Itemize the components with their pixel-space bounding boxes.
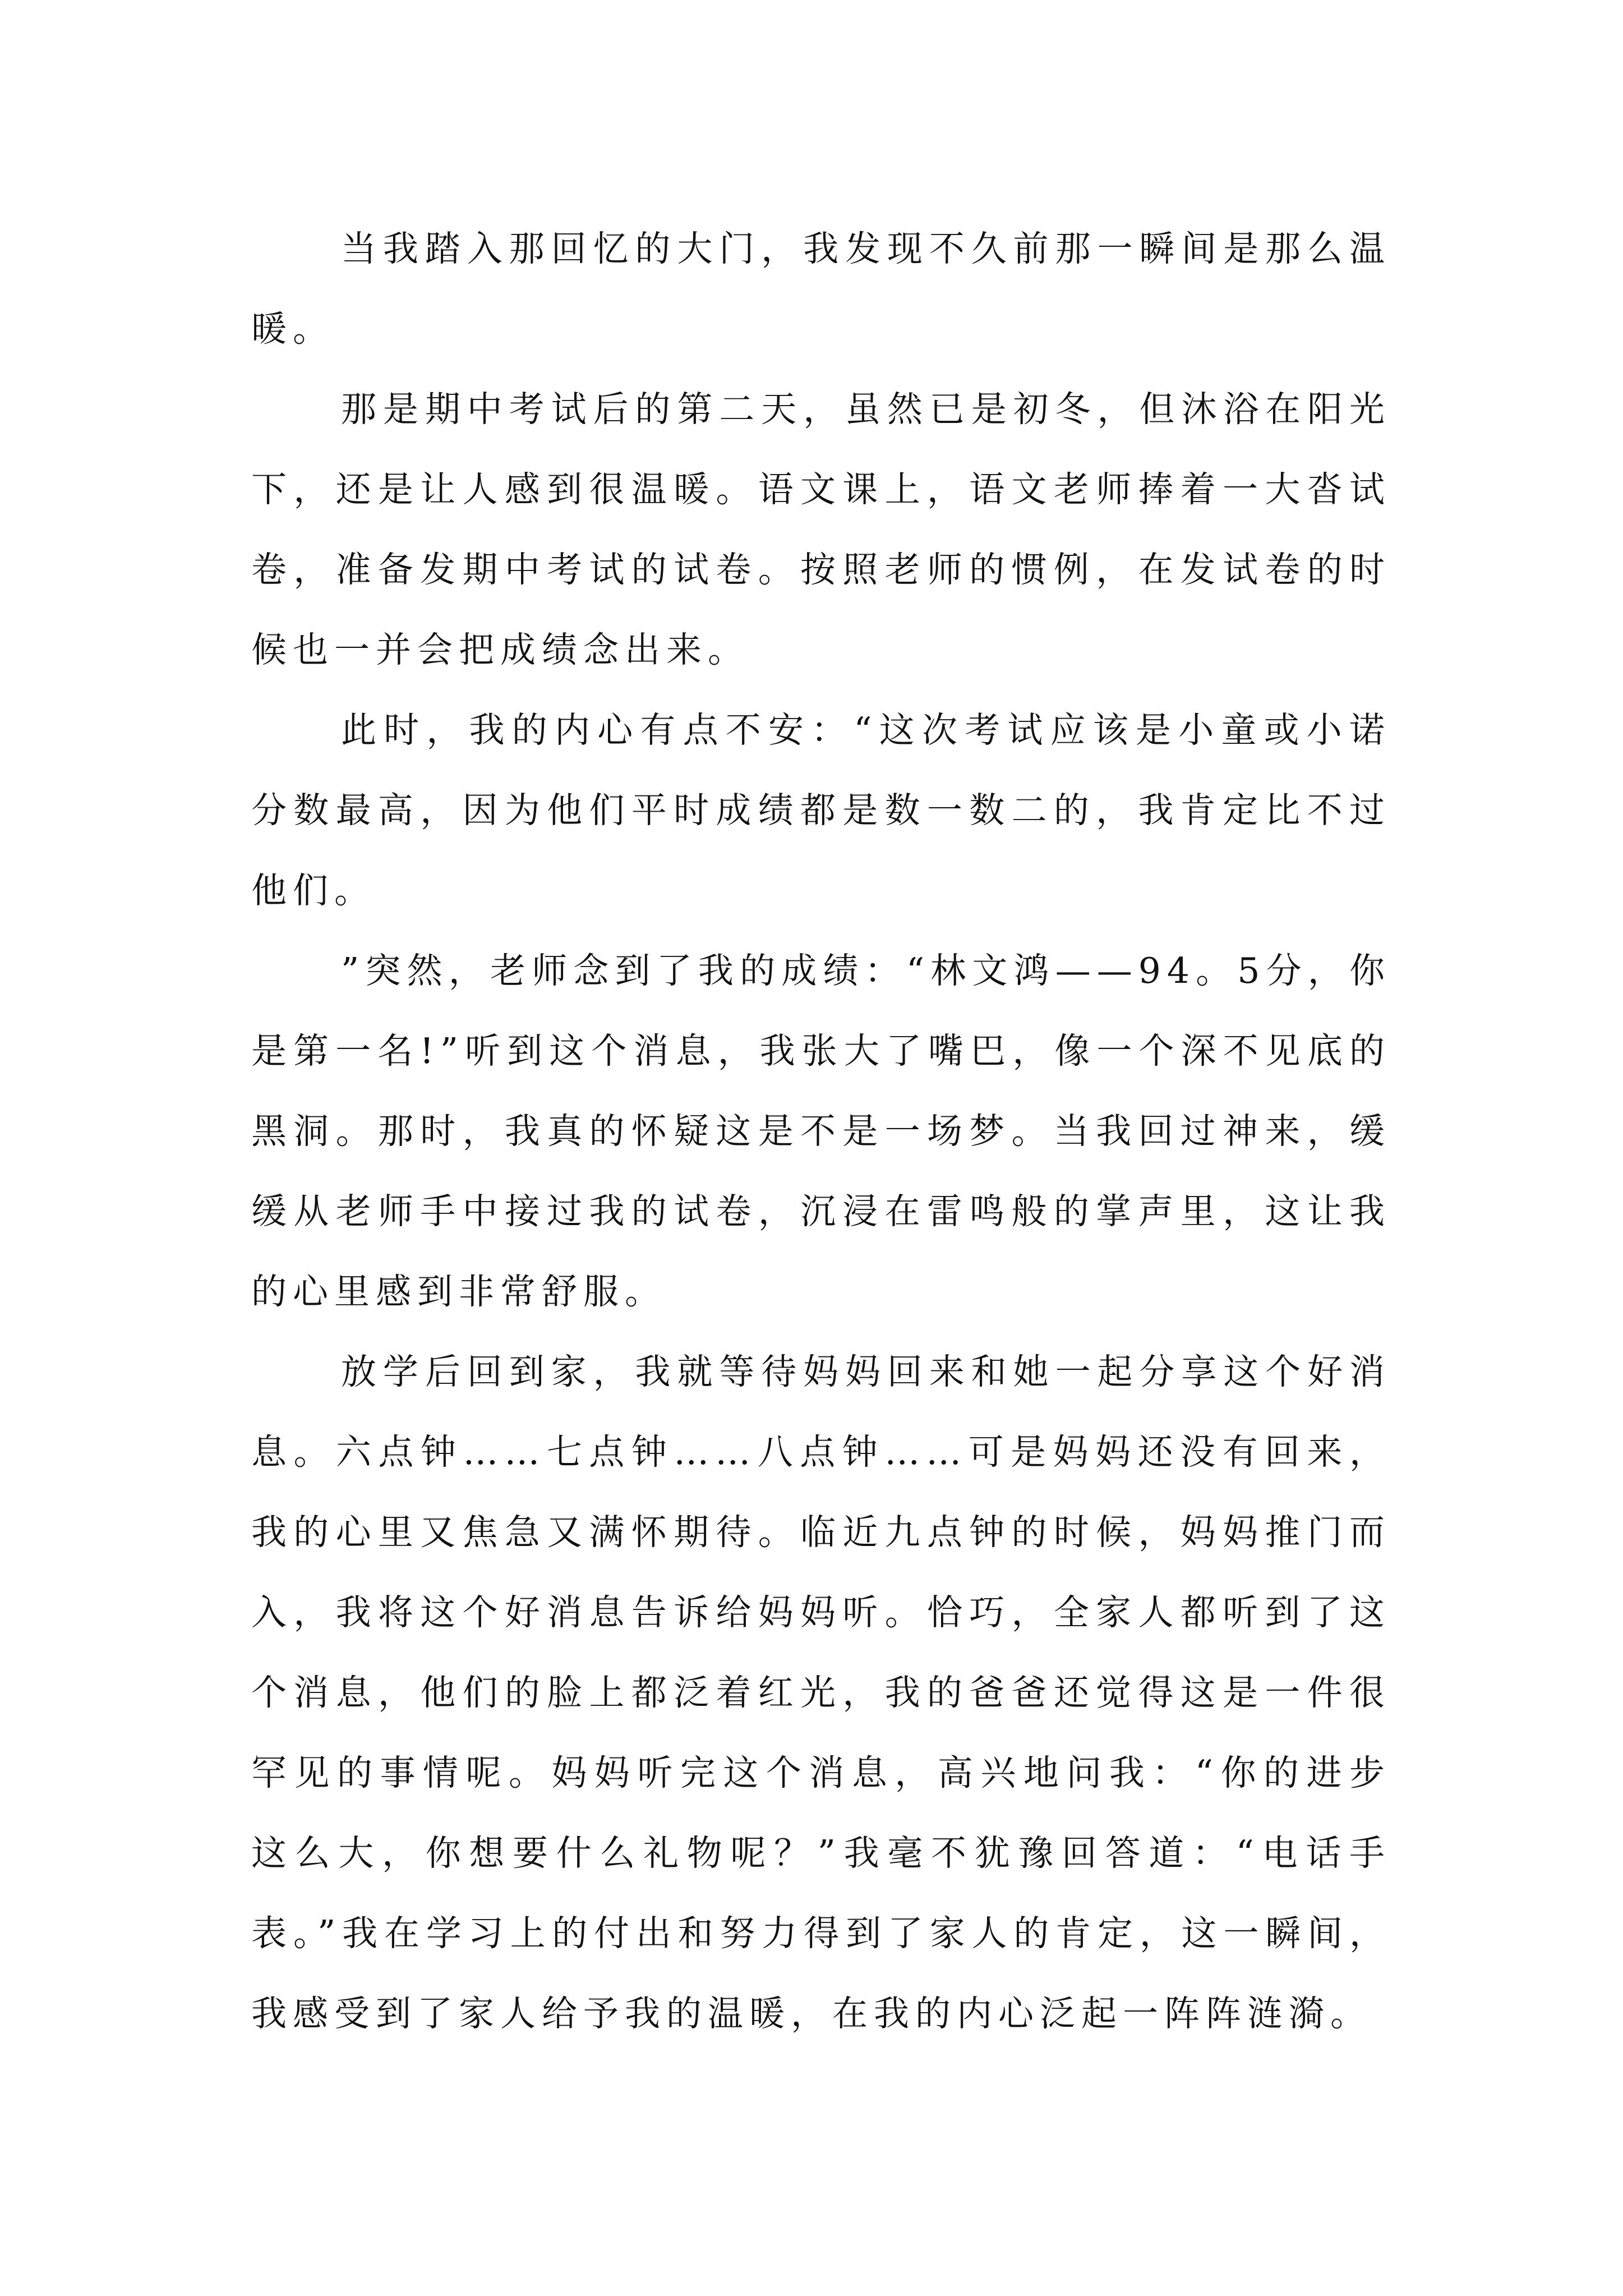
paragraph-5: 放学后回到家，我就等待妈妈回来和她一起分享这个好消息。六点钟……七点钟……八点钟……可是妈妈还没有回来，我的心里又焦急又满怀期待。临近九点钟的时候，妈妈推门而入，我将这个好消息告诉给妈妈听。恰巧，全家人都听到了这个消息，他们的脸上都泛着红光，我的爸爸还觉得这是一件很罕见的事情呢。妈妈听完这个消息，高兴地问我：“你的进步这么大，你想要什么礼物呢？”我毫不犹豫回答道：“电话手表。”我在学习上的付出和努力得到了家人的肯定，这一瞬间，我感受到了家人给予我的温暖，在我的内心泛起一阵阵涟漪。 bbox=[251, 1351, 1391, 2034]
paragraph-2: 那是期中考试后的第二天，虽然已是初冬，但沐浴在阳光下，还是让人感到很温暖。语文课上，语文老师捧着一大沓试卷，准备发期中考试的试卷。按照老师的惯例，在发试卷的时候也一并会把成绩念出来。 bbox=[251, 389, 1391, 670]
paragraph-1: 当我踏入那回忆的大门，我发现不久前那一瞬间是那么温暖。 bbox=[251, 228, 1391, 349]
essay-body bbox=[251, 209, 1391, 2054]
paragraph-3: 此时，我的内心有点不安：“这次考试应该是小童或小诺分数最高，因为他们平时成绩都是数一数二的，我肯定比不过他们。 bbox=[251, 710, 1391, 911]
paragraph-4: ”突然，老师念到了我的成绩：“林文鸿——94。5分，你是第一名!”听到这个消息，我张大了嘴巴，像一个深不见底的黑洞。那时，我真的怀疑这是不是一场梦。当我回过神来，缓缓从老师手中接过我的试卷，沉浸在雷鸣般的掌声里，这让我的心里感到非常舒服。 bbox=[251, 950, 1391, 1312]
